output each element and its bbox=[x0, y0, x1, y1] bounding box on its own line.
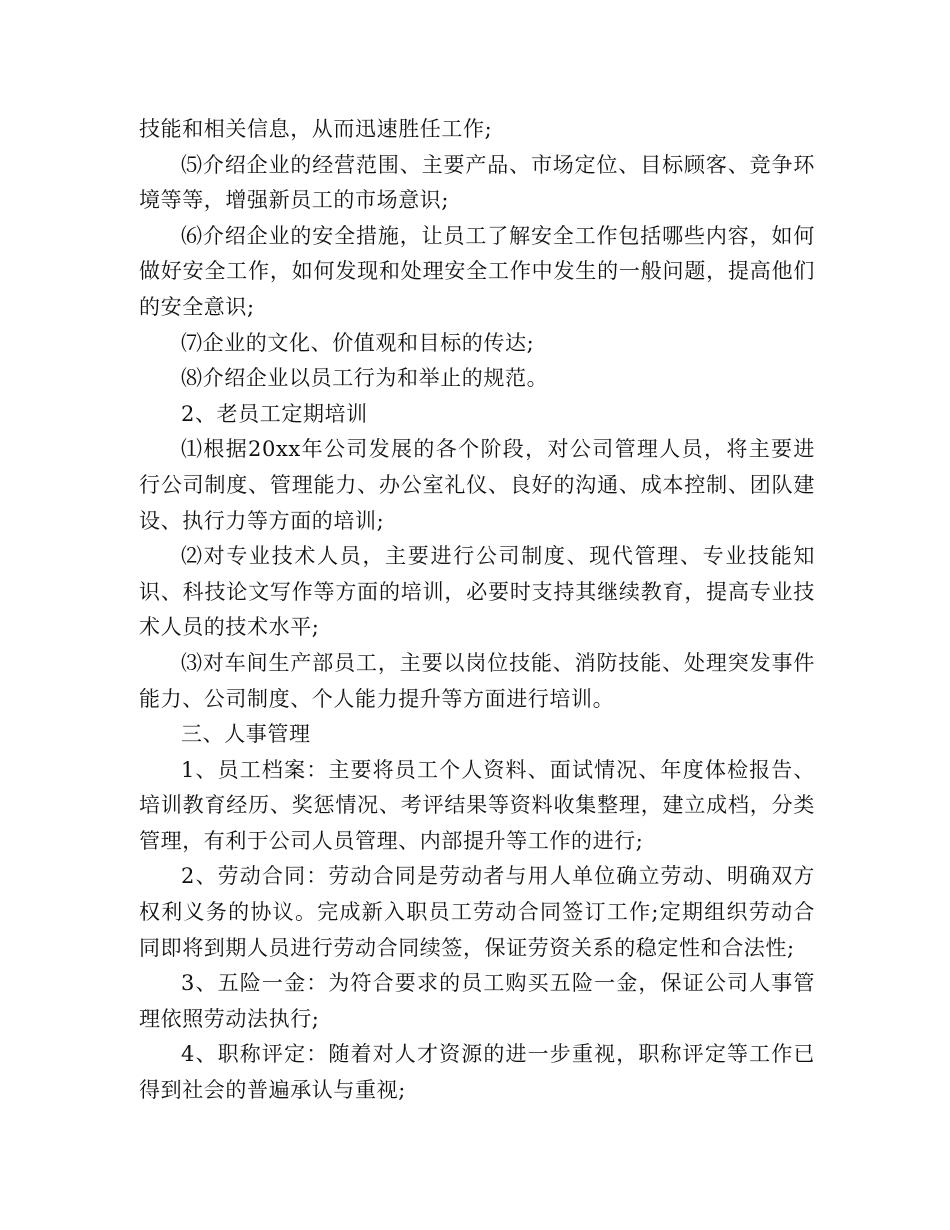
paragraph-12: 2、劳动合同：劳动合同是劳动者与用人单位确立劳动、明确双方权利义务的协议。完成新入职员工劳动合同签订工作;定期组织劳动合同即将到期人员进行劳动合同续签，保证劳资关系的稳定性和合法性; bbox=[139, 864, 815, 960]
paragraph-5: ⑻介绍企业以员工行为和举止的规范。 bbox=[181, 366, 549, 391]
section-heading-hr-management: 三、人事管理 bbox=[181, 722, 311, 747]
paragraph-14: 4、职称评定：随着对人才资源的进一步重视，职称评定等工作已得到社会的普遍承认与重视; bbox=[139, 1042, 815, 1103]
document-body bbox=[139, 112, 815, 1109]
paragraph-1: 技能和相关信息，从而迅速胜任工作; bbox=[139, 117, 493, 141]
paragraph-4: ⑺企业的文化、价值观和目标的传达; bbox=[181, 330, 535, 355]
paragraph-11: 1、员工档案：主要将员工个人资料、面试情况、年度体检报告、培训教育经历、奖惩情况、考评结果等资料收集整理，建立成档，分类管理，有利于公司人员管理、内部提升等工作的进行; bbox=[139, 757, 815, 853]
paragraph-13: 3、五险一金：为符合要求的员工购买五险一金，保证公司人事管理依照劳动法执行; bbox=[139, 971, 815, 1031]
paragraph-7: ⑴根据20xx年公司发展的各个阶段，对公司管理人员，将主要进行公司制度、管理能力、办公室礼仪、良好的沟通、成本控制、团队建设、执行力等方面的培训; bbox=[139, 437, 815, 533]
paragraph-2: ⑸介绍企业的经营范围、主要产品、市场定位、目标顾客、竞争环境等等，增强新员工的市场意识; bbox=[139, 152, 815, 213]
paragraph-3: ⑹介绍企业的安全措施，让员工了解安全工作包括哪些内容，如何做好安全工作，如何发现和处理安全工作中发生的一般问题，提高他们的安全意识; bbox=[139, 223, 815, 319]
section-heading-old-staff-training: 2、老员工定期培训 bbox=[181, 401, 368, 426]
paragraph-9: ⑶对车间生产部员工，主要以岗位技能、消防技能、处理突发事件能力、公司制度、个人能力提升等方面进行培训。 bbox=[139, 650, 815, 711]
paragraph-8: ⑵对专业技术人员，主要进行公司制度、现代管理、专业技能知识、科技论文写作等方面的培训，必要时支持其继续教育，提高专业技术人员的技术水平; bbox=[139, 544, 815, 640]
